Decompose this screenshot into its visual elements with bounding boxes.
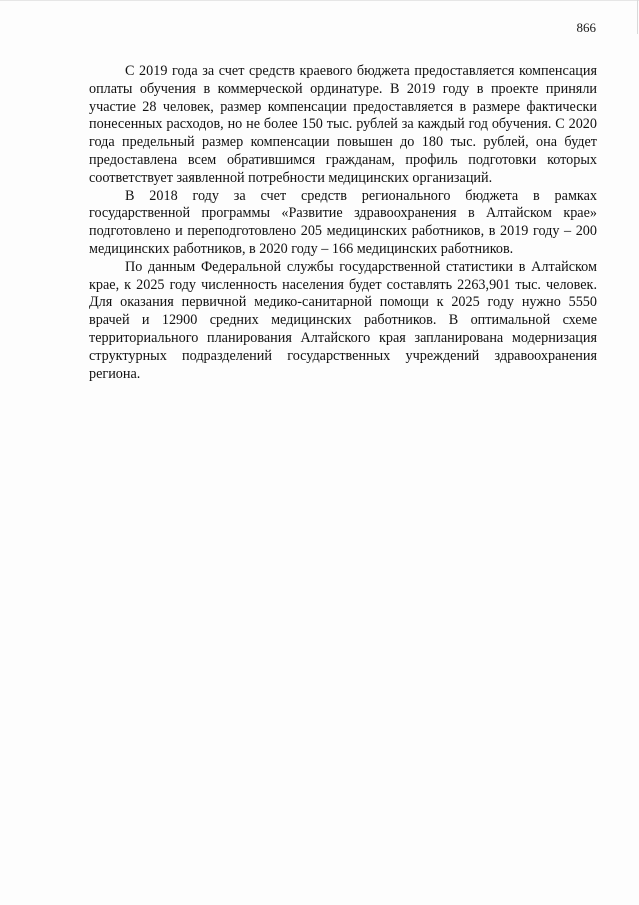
page-number: 866: [576, 20, 596, 35]
scan-edge-top: [0, 0, 639, 1]
body-text: [89, 63, 597, 383]
paragraph-training: В 2018 году за счет средств регионального бюджета в рамках государственной программы «Развитие здравоохранения в Алтайском крае» подготовлено и переподготовлено 205 медицинских работников, в 2019 году – 200 медицинских работников, в 2020 году – 166 медицинских работников.: [89, 187, 597, 257]
paragraph-compensation: С 2019 года за счет средств краевого бюджета предоставляется компенсация оплаты обучения в коммерческой ординатуре. В 2019 году в проекте приняли участие 28 человек, размер компенсации предоставляется в размере фактически понесенных расходов, но не более 150 тыс. рублей за каждый год обучения. С 2020 года предельный размер компенсации повышен до 180 тыс. рублей, она будет предоставлена всем обратившимся гражданам, профиль подготовки которых соответствует заявленной потребности медицинских организаций.: [89, 63, 597, 186]
scan-edge-right: [637, 0, 638, 34]
paragraph-statistics: По данным Федеральной службы государственной статистики в Алтайском крае, к 2025 году численность населения будет составлять 2263,901 тыс. человек. Для оказания первичной медико-санитарной помощи к 2025 году нужно 5550 врачей и 12900 средних медицинских работников. В оптимальной схеме территориального планирования Алтайского края запланирована модернизация структурных подразделений государственных учреждений здравоохранения региона.: [89, 258, 597, 382]
